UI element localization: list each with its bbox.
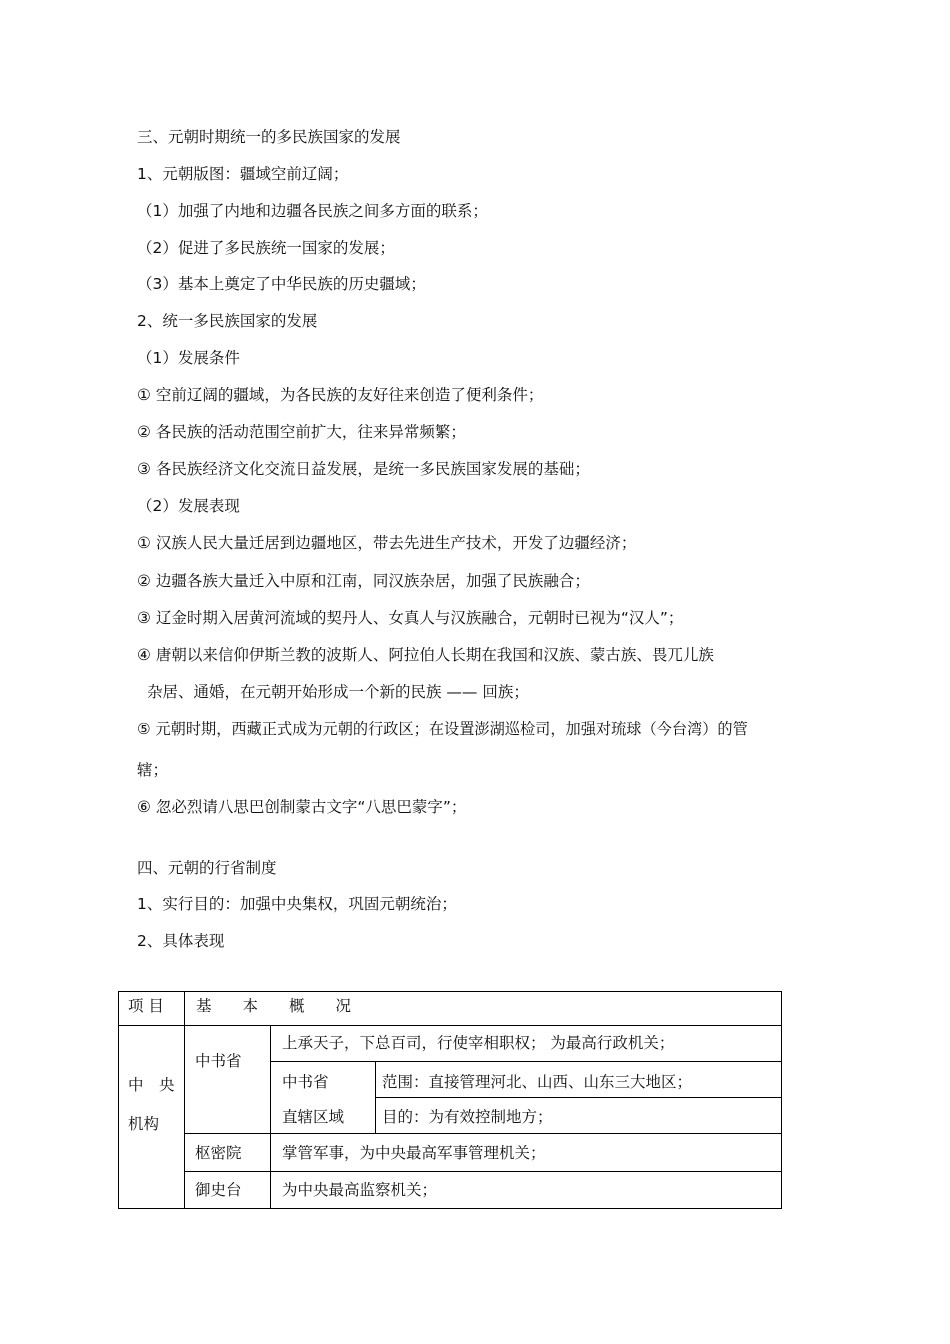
list-item: ③ 辽金时期入居黄河流域的契丹人、女真人与汉族融合，元朝时已视为“汉人”； [137,609,684,627]
section3-p1: 1、元朝版图：疆域空前辽阔； [137,165,349,183]
zhongshu-desc: 上承天子，下总百司，行使宰相职权； 为最高行政机关； [282,1034,675,1052]
zhongshu-label: 中书省 [195,1052,242,1070]
section4-heading: 四、元朝的行省制度 [137,859,277,877]
list-item: ⑥ 忽必烈请八思巴创制蒙古文字“八思巴蒙字”； [137,798,467,816]
section4-p1: 1、实行目的：加强中央集权，巩固元朝统治； [137,895,457,913]
section3-heading: 三、元朝时期统一的多民族国家的发展 [137,128,401,146]
list-item: ① 汉族人民大量迁居到边疆地区，带去先进生产技术，开发了边疆经济； [137,534,637,552]
central-label-line1: 中 央 [128,1076,175,1094]
list-item: ③ 各民族经济文化交流日益发展，是统一多民族国家发展的基础； [137,460,590,478]
list-item: ① 空前辽阔的疆域，为各民族的友好往来创造了便利条件； [137,386,544,404]
list-item: ⑤ 元朝时期，西藏正式成为元朝的行政区；在设置澎湖巡检司，加强对琉球（今台湾）的管 [137,720,748,738]
show-title: （2）发展表现 [137,497,240,515]
list-item: ④ 唐朝以来信仰伊斯兰教的波斯人、阿拉伯人长期在我国和汉族、蒙古族、畏兀儿族 [137,646,714,664]
header-overview: 基 本 概 况 [196,997,352,1015]
list-item-continued: 杂居、通婚，在元朝开始形成一个新的民族 —— 回族； [147,683,529,701]
zhixia-label-line1: 中书省 [282,1073,329,1091]
list-item: ② 边疆各族大量迁入中原和江南，同汉族杂居，加强了民族融合； [137,572,590,590]
institution-table [118,991,782,1209]
list-item: ② 各民族的活动范围空前扩大，往来异常频繁； [137,423,466,441]
list-item: （3）基本上奠定了中华民族的历史疆域； [137,275,426,293]
list-item: （2）促进了多民族统一国家的发展； [137,239,395,257]
cond-title: （1）发展条件 [137,349,240,367]
yushi-desc: 为中央最高监察机关； [282,1181,438,1199]
zhixia-label-line2: 直辖区域 [282,1108,345,1126]
purpose-text: 目的：为有效控制地方； [382,1108,553,1126]
section3-p2: 2、统一多民族国家的发展 [137,312,318,330]
central-label-line2: 机构 [128,1115,160,1133]
list-item-continued: 辖； [137,761,169,779]
list-item: （1）加强了内地和边疆各民族之间多方面的联系； [137,202,488,220]
shumi-label: 枢密院 [195,1144,242,1162]
section4-p2: 2、具体表现 [137,932,225,950]
scope-text: 范围：直接管理河北、山西、山东三大地区； [382,1073,693,1091]
header-item: 项 目 [128,997,164,1015]
yushi-label: 御史台 [195,1181,242,1199]
shumi-desc: 掌管军事，为中央最高军事管理机关； [282,1144,546,1162]
